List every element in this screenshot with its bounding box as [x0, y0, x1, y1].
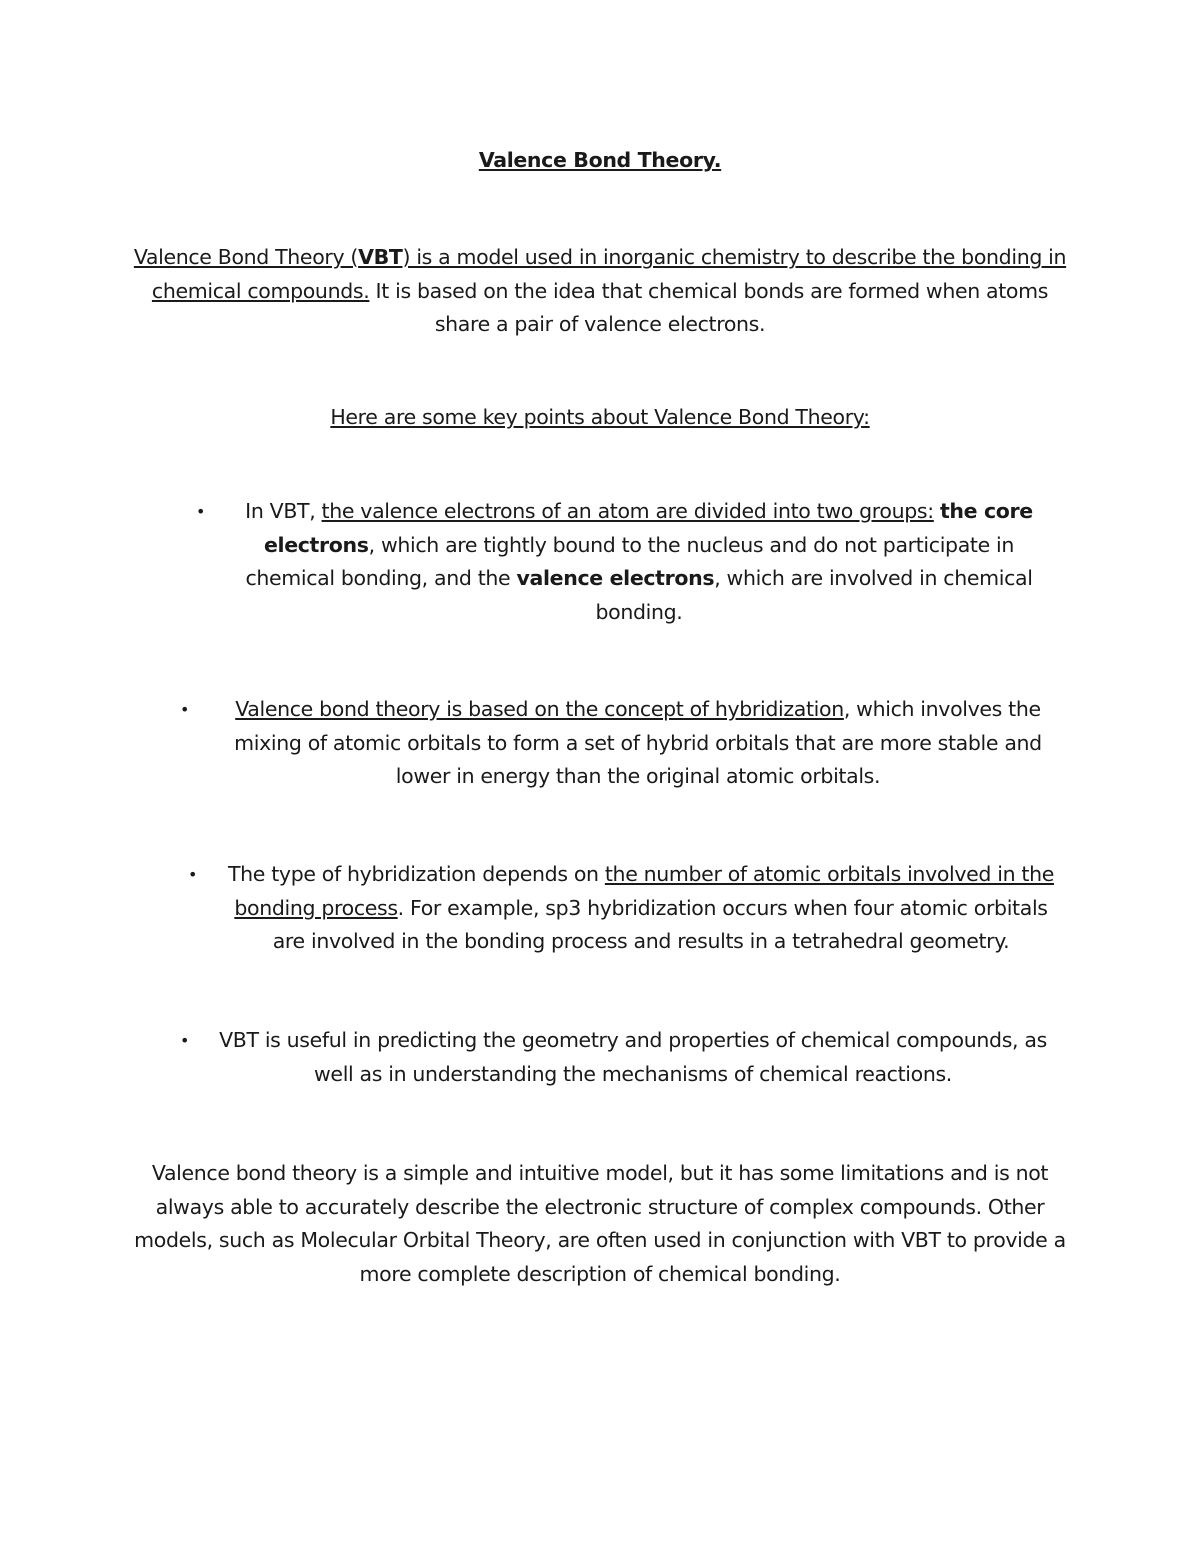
- bullet-3-text-part: . For example, sp3 hybridization occurs when four atomic orbitals are involved in the bonding process and results in a tetrahedral geometry.: [272, 895, 1048, 953]
- bullet-3-underlined-text: the number of atomic orbitals involved in the bonding process: [234, 862, 1055, 920]
- bullet-4-text: VBT is useful in predicting the geometry and properties of chemical compounds, as well as in understanding the mechanisms of chemical reactions.: [219, 1028, 1047, 1086]
- intro-vbt-abbreviation: VBT: [358, 245, 403, 269]
- bullet-item-hybridization: [180, 693, 1070, 794]
- bullet-dot-icon: •: [188, 865, 198, 884]
- bullet-text: [208, 693, 1068, 794]
- intro-underlined-part-2: ) is a model used in inorganic chemistry to describe the bonding in chemical compounds.: [151, 245, 1067, 303]
- bullet-1-text-part: , which are tightly bound to the nucleus and do not participate in chemical bonding, and the: [245, 532, 1015, 590]
- bullet-dot-icon: •: [180, 1031, 190, 1050]
- bullet-2-text-part: , which involves the mixing of atomic orbitals to form a set of hybrid orbitals that are more stable and lower in energy than the original atomic orbitals.: [234, 697, 1042, 788]
- bullet-1-text-part: , which are involved in chemical bonding.: [595, 566, 1033, 624]
- intro-plain-part: It is based on the idea that chemical bonds are formed when atoms share a pair of valence electrons.: [369, 278, 1049, 336]
- intro-underlined-part-1: Valence Bond Theory (: [133, 245, 359, 269]
- bullet-text: [208, 1024, 1058, 1091]
- bullet-3-text-part: The type of hybridization depends on: [227, 862, 605, 886]
- closing-paragraph: Valence bond theory is a simple and intuitive model, but it has some limitations and is not always able to accurately describe the electronic structure of complex compounds. Other models, such as Molecular Orbital Theory, are often used in conjunction with VBT to provide a more complete description of chemical bonding.: [134, 1161, 1066, 1286]
- intro-paragraph: [130, 241, 1070, 342]
- bullet-1-bold-core-electrons: the core electrons: [263, 499, 1033, 557]
- bullet-1-bold-valence-electrons: valence electrons: [516, 566, 715, 590]
- bullet-dot-icon: •: [196, 502, 206, 521]
- bullet-item-hybridization-type: [188, 858, 1068, 959]
- bullet-text: [216, 858, 1066, 959]
- document-title: Valence Bond Theory.: [478, 148, 722, 172]
- bullet-1-text-part: In VBT,: [245, 499, 322, 523]
- bullet-item-core-valence-electrons: [196, 495, 1056, 629]
- bullet-1-underlined-text: the valence electrons of an atom are divided into two groups:: [321, 499, 934, 523]
- key-points-heading: Here are some key points about Valence Bond Theory:: [330, 405, 870, 429]
- bullet-text: [224, 495, 1054, 629]
- bullet-2-underlined-text: Valence bond theory is based on the concept of hybridization: [235, 697, 844, 721]
- bullet-item-vbt-usefulness: [180, 1024, 1060, 1091]
- bullet-dot-icon: •: [180, 700, 190, 719]
